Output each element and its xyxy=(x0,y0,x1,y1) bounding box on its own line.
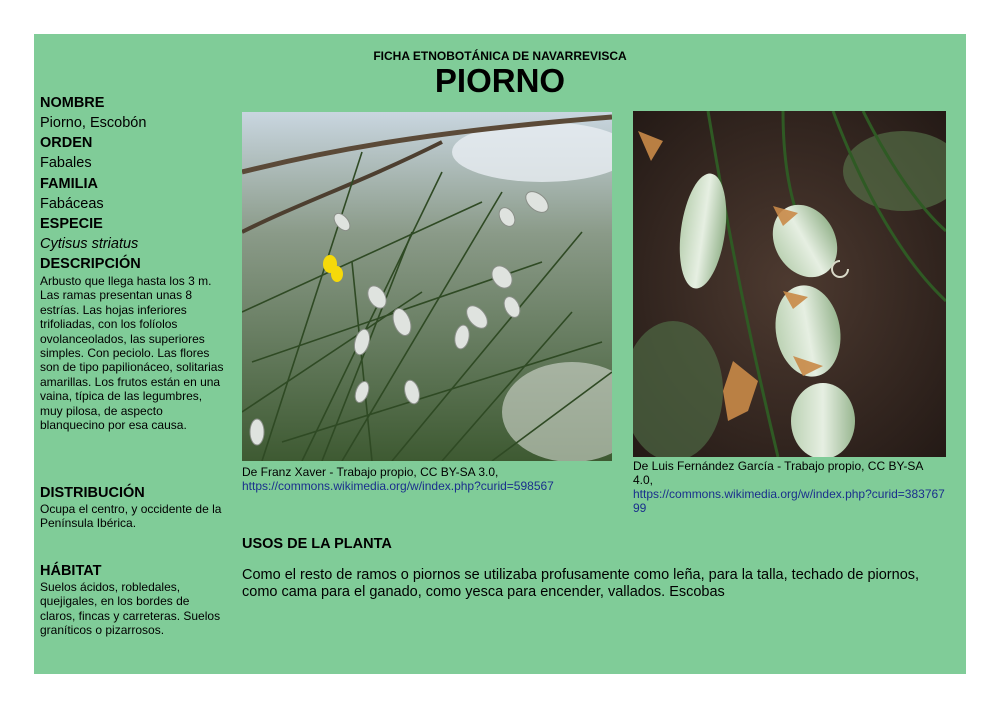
familia-value: Fabáceas xyxy=(40,196,104,212)
distribucion-text: Ocupa el centro, y occidente de la Península Ibérica. xyxy=(40,502,222,531)
descripcion-label: DESCRIPCIÓN xyxy=(40,256,141,272)
broom-shrub-photo xyxy=(242,112,612,461)
especie-value: Cytisus striatus xyxy=(40,236,139,252)
orden-label: ORDEN xyxy=(40,135,93,151)
nombre-value: Piorno, Escobón xyxy=(40,115,147,131)
nombre-label: NOMBRE xyxy=(40,95,105,111)
photo-2-link[interactable]: https://commons.wikimedia.org/w/index.php?curid=38376799 xyxy=(633,487,945,515)
plant-title: PIORNO xyxy=(434,62,566,99)
sheet-kicker: FICHA ETNOBOTÁNICA DE NAVARREVISCA xyxy=(373,49,627,63)
photo-2-caption xyxy=(633,459,946,515)
descripcion-text: Arbusto que llega hasta los 3 m. Las ramas presentan unas 8 estrías. Las hojas inferiores trifoliadas, con los folíolos ovolanceolados, las superiores simples. Con peciolo. Las flores son de tipo papilionáceo, solitarias amarillas. Los frutos están en una vaina, típica de las legumbres, muy pilosa, de aspecto blanquecino por esa causa. xyxy=(40,274,224,433)
photo-2-credit: De Luis Fernández García - Trabajo propio, CC BY-SA 4.0, xyxy=(633,459,923,487)
photo-1-caption xyxy=(242,465,602,493)
uses-text: Como el resto de ramos o piornos se utilizaba profusamente como leña, para la talla, techado de piornos, como cama para el ganado, como yesca para encender, vallados. Escobas xyxy=(242,567,920,600)
habitat-text: Suelos ácidos, robledales, quejigales, en los bordes de claros, fincas y carreteras. Suelos graníticos o pizarrosos. xyxy=(40,580,221,638)
distribucion-label: DISTRIBUCIÓN xyxy=(40,485,145,501)
orden-value: Fabales xyxy=(40,155,92,171)
ethnobotany-card xyxy=(34,34,966,674)
familia-label: FAMILIA xyxy=(40,176,98,192)
habitat-label: HÁBITAT xyxy=(40,563,102,579)
seed-pods-photo xyxy=(633,111,946,457)
uses-heading: USOS DE LA PLANTA xyxy=(242,536,392,552)
photo-1-credit: De Franz Xaver - Trabajo propio, CC BY-SA 3.0, xyxy=(242,465,499,479)
photo-1-link[interactable]: https://commons.wikimedia.org/w/index.php?curid=598567 xyxy=(242,479,554,493)
especie-label: ESPECIE xyxy=(40,216,103,232)
